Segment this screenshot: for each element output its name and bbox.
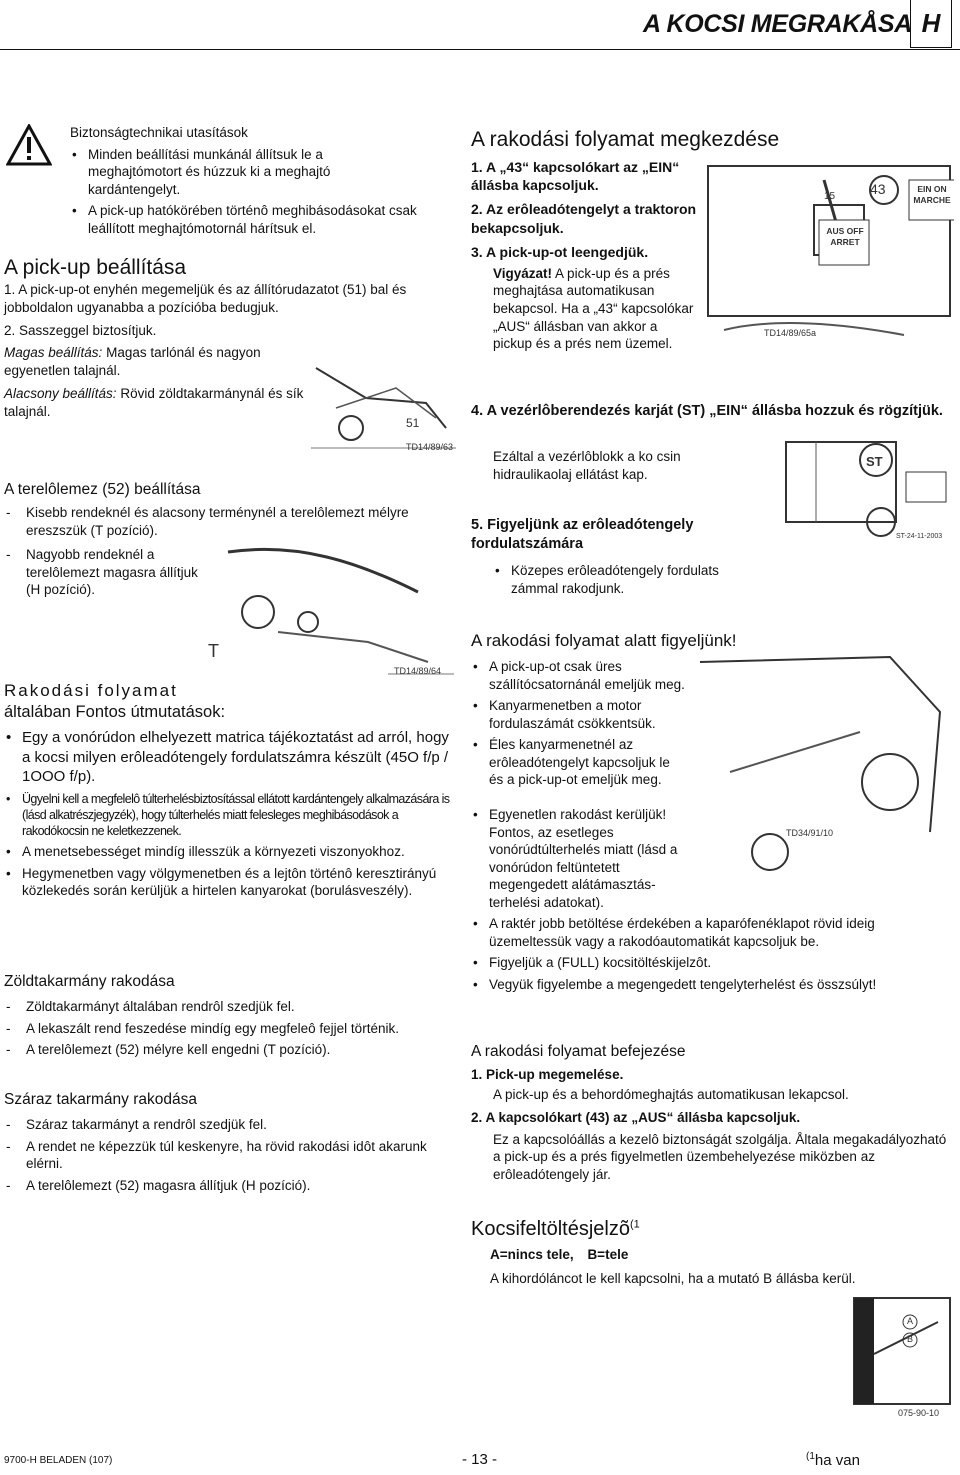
tractor-cab-illustration: [756, 432, 956, 544]
pickup-body: [4, 281, 444, 340]
pickup-step-2: 2. Sasszeggel biztosítjuk.: [4, 323, 157, 339]
megkezdes-steps: [471, 158, 699, 353]
kocsi-sup: (1: [629, 1218, 640, 1231]
szaraz-item: - Száraz takarmányt a rendrôl szedjük fel.: [4, 1116, 454, 1134]
rakodasi-heading-line2: általában Fontos útmutatások:: [4, 703, 226, 722]
befejezes-step-1-text: A pick-up és a behordómeghajtás automatikusan lekapcsol.: [493, 1086, 849, 1102]
fig-callout-43: 43: [870, 181, 886, 197]
alacsony-text: Rövid zöldtakarmánynál és sík talajnál.: [4, 386, 304, 419]
terelo-list-2: [4, 546, 214, 603]
pickup-step-1: 1. A pick-up-ot enyhén megemeljük és az állítórudazatot (51) bal és jobboldalon ugyanabba a pozícióba bedugjuk.: [4, 282, 407, 315]
rakodasi-heading: [4, 680, 225, 724]
terelo-item: - Nagyobb rendeknél a terelôlemezt magasra állítjuk (H pozíció).: [4, 546, 214, 599]
alatt-heading: A rakodási folyamat alatt figyeljünk!: [471, 631, 737, 650]
megkezdes-step-4-text: Ezáltal a vezérlôblokk a ko csin hidraulikaolaj ellátást kap.: [493, 449, 681, 482]
wagon-turning-illustration: [690, 652, 955, 884]
alatt-item: • Kanyarmenetben a motor fordulaszámát csökkentsük.: [471, 697, 685, 732]
footer-sup: (1: [806, 1451, 815, 1462]
alatt-item: • Egyenetlen rakodást kerüljük! Fontos, az esetleges vonórúdtúlterhelés miatt (lásd a vonórúdon feltüntetett megengedett alátámasztás-terhelési adatokat).: [471, 806, 955, 911]
alatt-item: • Éles kanyarmenetnél az erôleadótengelyt kapcsoljuk le és a pick-up-ot emeljük meg.: [471, 736, 685, 789]
szaraz-item: - A terelôlemezt (52) magasra állítjuk (H pozíció).: [4, 1177, 454, 1195]
fig-callout-t: T: [208, 641, 219, 661]
megkezdes-step-4: 4. A vezérlôberendezés karját (ST) „EIN“ állásba hozzuk és rögzítjük.: [471, 403, 943, 419]
magas-text: Magas tarlónál és nagyon egyenetlen talajnál.: [4, 345, 261, 378]
rakodasi-item: • Ügyelni kell a megfelelô túlterhelésbiztosítással ellátott kardántengely alkalmazására is (lásd alkatrészjegyzék), hogy túlterhelés miatt felesleges meghibásodások a rakodókocsin ne keletkezzenek.: [4, 791, 452, 840]
befejezes-step-1: 1. Pick-up megemelése.: [471, 1067, 624, 1082]
footer-page-number: - 13 -: [462, 1451, 498, 1468]
rakodasi-item: • Egy a vonórúdon elhelyezett matrica tájékoztatást ad arról, hogy a kocsi milyen erôleadótengely fordulatszámra készült (45O f/p / 1OOO f/p).: [4, 728, 452, 787]
pickup-heading: A pick-up beállítása: [4, 256, 187, 279]
megkezdes-step-1: 1. A „43“ kapcsolókart az „EIN“ állásba kapcsoljuk.: [471, 159, 680, 194]
section-letter: H: [910, 0, 952, 48]
ein-label: EIN ON MARCHE: [913, 184, 951, 206]
terelo-heading: A terelôlemez (52) beállítása: [4, 481, 201, 498]
fig-code: TD14/89/64: [394, 666, 442, 676]
tractor-figure: [756, 432, 956, 544]
fill-indicator-figure: [848, 1294, 956, 1424]
aus-label: AUS OFF ARRET: [826, 226, 864, 248]
page-title: A KOCSI MEGRAKÅSA: [643, 10, 912, 38]
fig-callout-st: ST: [866, 454, 883, 469]
rakodasi-item: • Hegymenetben vagy völgymenetben és a lejtôn történô keresztirányú közlekedés során kerüljük a hirtelen kanyarokat (borulásveszély).: [4, 865, 452, 900]
fig-code: TD14/89/65a: [764, 328, 817, 338]
befejezes-heading: A rakodási folyamat befejezése: [471, 1043, 686, 1060]
kocsi-heading-text: Kocsifeltöltésjelzõ: [471, 1218, 630, 1240]
safety-title: Biztonságtechnikai utasítások: [70, 125, 248, 140]
pickup-figure: [306, 358, 458, 458]
befejezes-step-2: 2. A kapcsolókart (43) az „AUS“ állásba kapcsoljuk.: [471, 1110, 801, 1126]
alatt-list: [471, 658, 685, 793]
fig-callout-51: 51: [406, 416, 420, 430]
vigyazat-text: A pick-up és a prés meghajtása automatikusan bekapcsol. Ha a „43“ kapcsolókar „AUS“ állásban van akkor a pickup és a prés nem üzemel.: [493, 265, 694, 352]
footer-left: 9700-H BELADEN (107): [4, 1455, 113, 1466]
zold-item: - A lekaszált rend feszedése mindíg egy megfeleô fejjel történik.: [4, 1020, 454, 1038]
fig-callout-a: A: [907, 1316, 914, 1326]
alatt-item: • A raktér jobb betöltése érdekében a kaparófenéklapot rövid ideig üzemeltessük vagy a rakodóautomatikát kapcsoljuk be.: [471, 915, 955, 950]
befejezes-step-2-text: Ez a kapcsolóállás a kezelô biztonságát szolgálja. Åltala megakadályozható a pick-up és a prés figyelmetlen üzembehelyezése miközben az erôleadótengely jár.: [493, 1131, 947, 1182]
szaraz-list: [4, 1116, 454, 1198]
zold-heading: Zöldtakarmány rakodása: [4, 973, 175, 990]
pickup-settings: [4, 344, 304, 420]
fig-callout-b: B: [907, 1334, 914, 1344]
szaraz-item: - A rendet ne képezzük túl keskenyre, ha rövid rakodási idôt akarunk elérni.: [4, 1138, 454, 1173]
fig-code: ST-24-11-2003: [896, 533, 943, 540]
befejezes-body: [471, 1066, 955, 1183]
megkezdes-step-2: 2. Az erôleadótengelyt a traktoron bekapcsoljuk.: [471, 201, 697, 236]
szaraz-heading: Száraz takarmány rakodása: [4, 1091, 197, 1108]
vigyazat-label: Vigyázat!: [493, 265, 553, 281]
kocsi-b: B=tele: [587, 1247, 629, 1262]
megkezdes-heading: A rakodási folyamat megkezdése: [471, 128, 780, 151]
megkezdes-step-5-list: [493, 562, 753, 601]
kocsi-text: A kihordóláncot le kell kapcsolni, ha a mutató B állásba kerül.: [490, 1271, 856, 1286]
megkezdes-step-3: 3. A pick-up-ot leengedjük.: [471, 243, 649, 260]
footer-note-text: ha van: [814, 1452, 860, 1469]
fig-callout-15: 15: [824, 191, 836, 202]
kocsi-heading: [471, 1216, 640, 1242]
safety-block: [70, 124, 420, 241]
safety-item: • A pick-up hatókörében történô meghibásodásokat csak leállított meghajtómotornál hárítsuk el.: [70, 202, 420, 237]
terelo-figure: [208, 532, 456, 682]
safety-item: • Minden beállítási munkánál állítsuk le a meghajtómotort és húzzuk ki a meghajtó kardántengelyt.: [70, 146, 420, 199]
megkezdes-step-5: 5. Figyeljünk az erôleadótengely fordulatszámára: [471, 517, 694, 552]
rakodasi-item: • A menetsebességet mindíg illesszük a környezeti viszonyokhoz.: [4, 843, 452, 861]
zold-item: - Zöldtakarmányt általában rendrôl szedjük fel.: [4, 998, 454, 1016]
fig-code: 075-90-10: [898, 1408, 940, 1418]
alatt-item: • Vegyük figyelembe a megengedett tengelyterhelést és összsúlyt!: [471, 976, 955, 994]
alatt-item: • A pick-up-ot csak üres szállítócsatornánál emeljük meg.: [471, 658, 685, 693]
footer-note: [806, 1450, 860, 1471]
fig-code: TD34/91/10: [786, 828, 834, 838]
header-rule: [0, 49, 960, 50]
alatt-item: • Figyeljük a (FULL) kocsitöltéskijelzôt.: [471, 954, 955, 972]
deflector-illustration: [218, 532, 456, 682]
kocsi-ab: [490, 1246, 628, 1264]
switch-figure: [704, 160, 954, 360]
rakodasi-heading-line1: Rakodási folyamat: [4, 681, 178, 700]
megkezdes-step-5-item: • Közepes erôleadótengely fordulats zámmal rakodjunk.: [493, 562, 753, 597]
alacsony-label: Alacsony beállítás:: [4, 386, 117, 402]
zold-list: [4, 998, 454, 1063]
terelo-item: - Kisebb rendeknél és alacsony terménynél a terelôlemezt mélyre ereszszük (T pozíció).: [4, 504, 454, 539]
fig-code: TD14/89/63: [406, 442, 454, 452]
fill-indicator-illustration: [848, 1294, 956, 1424]
magas-label: Magas beállítás:: [4, 345, 103, 360]
warning-triangle-icon: [6, 124, 52, 166]
zold-item: - A terelôlemezt (52) mélyre kell engedni (T pozíció).: [4, 1041, 454, 1059]
rakodasi-list: [4, 728, 452, 904]
kocsi-a: A=nincs tele,: [490, 1247, 574, 1262]
loading-figure: [690, 652, 955, 884]
safety-list: [70, 146, 420, 238]
